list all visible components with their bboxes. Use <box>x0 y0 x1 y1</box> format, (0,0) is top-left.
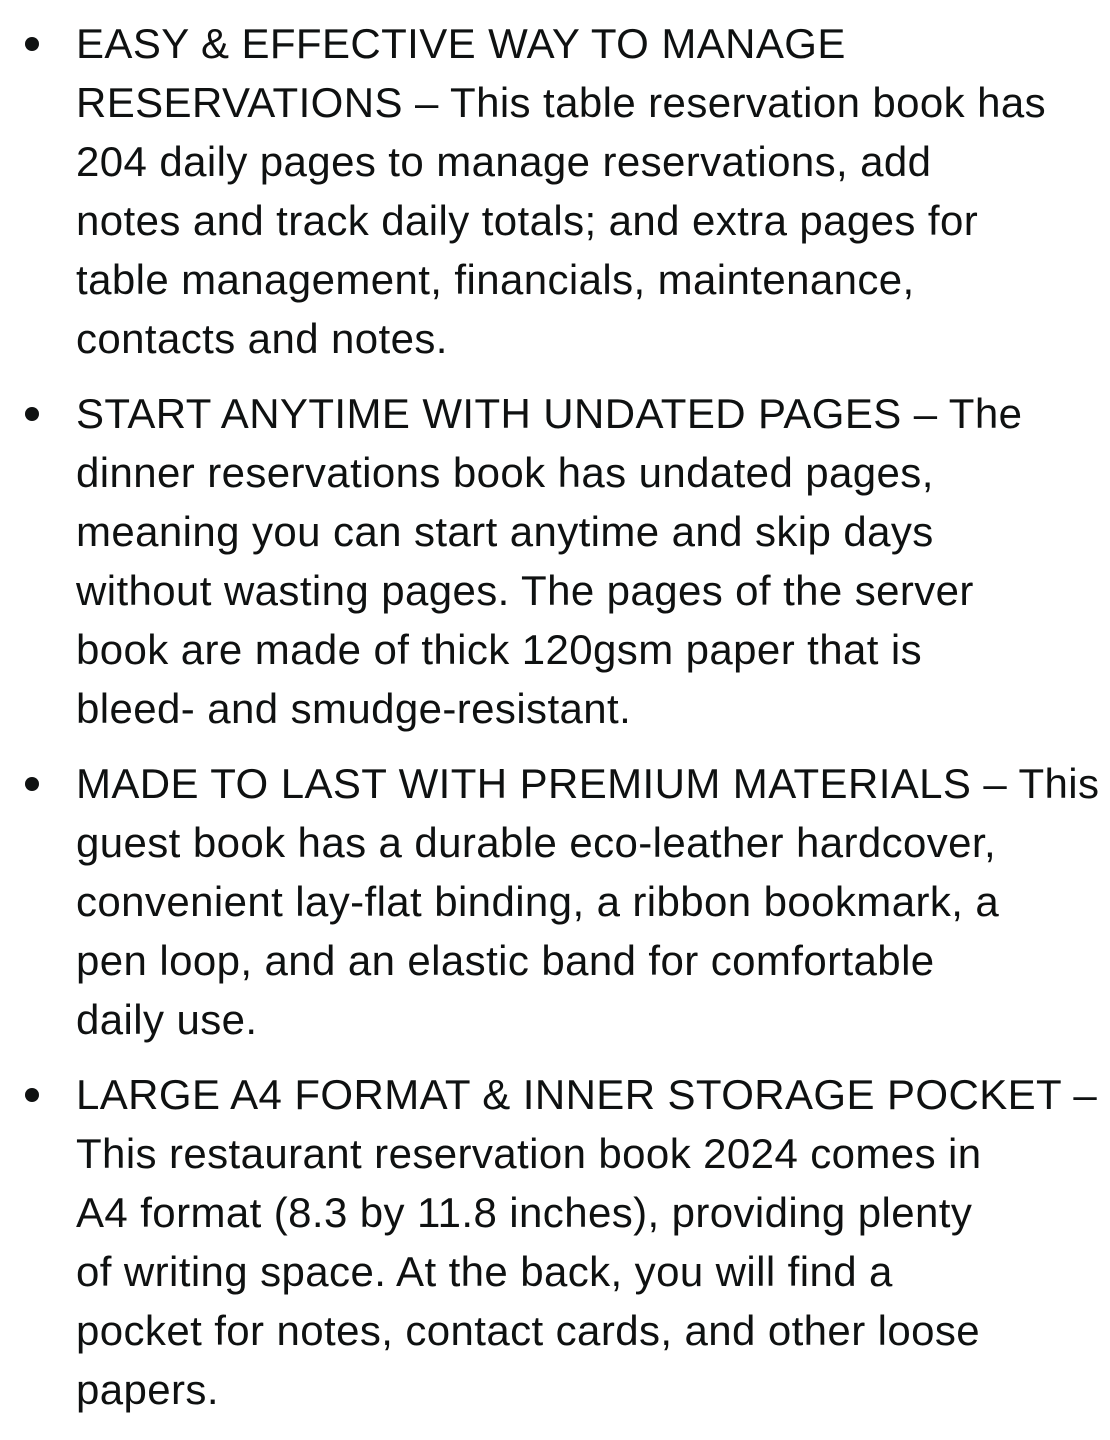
bullet-line: pocket for notes, contact cards, and other loose <box>76 1307 981 1354</box>
bullet-line: pen loop, and an elastic band for comfortable <box>76 937 935 984</box>
bullet-line: convenient lay-flat binding, a ribbon bookmark, a <box>76 878 1000 925</box>
bullet-line: book are made of thick 120gsm paper that is <box>76 626 923 673</box>
bullet-line: papers. <box>76 1366 219 1413</box>
bullet-line: RESERVATIONS – This table reservation book has <box>76 79 1047 126</box>
bullet-dot <box>25 37 39 51</box>
bullet-line: guest book has a durable eco-leather hardcover, <box>76 819 997 866</box>
bullet-item <box>0 14 1090 368</box>
bullet-line: bleed- and smudge-resistant. <box>76 685 632 732</box>
bullet-line: meaning you can start anytime and skip days <box>76 508 934 555</box>
bullet-line: START ANYTIME WITH UNDATED PAGES – The <box>76 390 1023 437</box>
bullet-dot <box>25 1088 39 1102</box>
bullet-line: dinner reservations book has undated pages, <box>76 449 934 496</box>
bullet-dot <box>25 777 39 791</box>
bullet-line: contacts and notes. <box>76 315 448 362</box>
bullet-line: daily use. <box>76 996 258 1043</box>
bullet-line: of writing space. At the back, you will find a <box>76 1248 893 1295</box>
bullet-item <box>0 1065 1098 1419</box>
bullet-line: 204 daily pages to manage reservations, add <box>76 138 932 185</box>
bullet-line: MADE TO LAST WITH PREMIUM MATERIALS – This <box>76 760 1100 807</box>
bullet-dot <box>25 407 39 421</box>
bullet-item <box>0 754 1100 1049</box>
bullet-line: table management, financials, maintenance, <box>76 256 915 303</box>
bullet-line: without wasting pages. The pages of the server <box>76 567 974 614</box>
bullet-line: A4 format (8.3 by 11.8 inches), providing plenty <box>76 1189 973 1236</box>
bullet-line: LARGE A4 FORMAT & INNER STORAGE POCKET – <box>76 1071 1098 1118</box>
bullet-line: This restaurant reservation book 2024 comes in <box>76 1130 982 1177</box>
bullet-line: notes and track daily totals; and extra pages for <box>76 197 979 244</box>
bullet-item <box>0 384 1090 738</box>
bullet-line: EASY & EFFECTIVE WAY TO MANAGE <box>76 20 846 67</box>
